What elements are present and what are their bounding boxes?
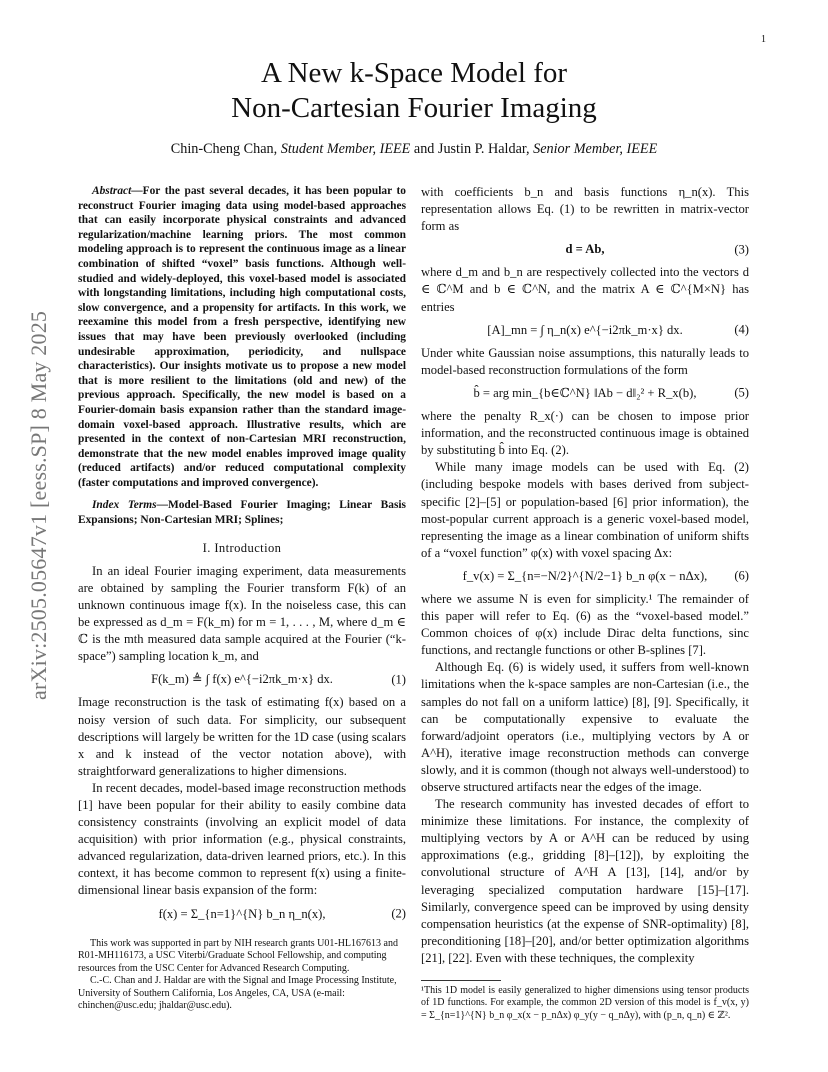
paper-title	[0, 56, 828, 126]
title-line-1: A New k-Space Model for	[260, 57, 568, 89]
right-paragraph-8: The research community has invested decades of effort to minimize these limitations. For instance, the complexity of multiplying vectors by A or A^H can be reduced by using approximations (e.g., gridding [8]–[12]), by exploiting the convolutional structure of A^H A [13], [14], and/or by leveraging specialized computation hardware [15]–[17]. Similarly, convergence speed can be improved by using density compensation heuristics (at the expense of SNR-optimality) [8], preconditioning [18]–[20], and/or better optimization algorithms [21], [22]. Even with these techniques, the complexity	[421, 797, 749, 965]
equation-1	[78, 671, 406, 688]
title-line-2: Non-Cartesian Fourier Imaging	[231, 92, 597, 124]
page-number: 1	[761, 34, 766, 45]
equation-1-number: (1)	[391, 672, 406, 687]
author-line	[0, 141, 828, 158]
equation-6	[421, 568, 749, 585]
right-paragraph-1: with coefficients b_n and basis functions η_n(x). This representation allows Eq. (1) to be rewritten in matrix-vector form as	[421, 185, 749, 234]
equation-6-body: f_v(x) = Σ_{n=−N/2}^{N/2−1} b_n φ(x − nΔx),	[462, 568, 708, 583]
intro-paragraph-1: In an ideal Fourier imaging experiment, data measurements are obtained by sampling the Fourier transform F(k) of an unknown continuous image f(x). In the noiseless case, this can be expressed as d_m = F(k_m) for m = 1, . . . , M, where d_m ∈ ℂ is the mth measured data sample acquired at the Fourier (“k-space”) sampling location k_m, and	[78, 563, 406, 664]
right-footnote-area	[421, 974, 749, 1022]
abstract	[78, 184, 406, 490]
equation-4-body: [A]_mn = ∫ η_n(x) e^{−i2πk_m·x} dx.	[487, 322, 683, 337]
equation-3-number: (3)	[734, 242, 749, 257]
index-terms-label: Index Terms	[92, 499, 157, 512]
equation-3	[421, 241, 749, 258]
abstract-label: Abstract	[92, 185, 132, 197]
funding-footnote: This work was supported in part by NIH research grants U01-HL167613 and R01-MH116173, a USC Viterbi/Graduate School Fellowship, and computing resources from the USC Center for Advanced Research Computing.	[78, 938, 398, 974]
right-paragraph-6: where we assume N is even for simplicity.¹ The remainder of this paper will refer to Eq. (6) as the “voxel-based model.” Common choices of φ(x) include Dirac delta functions, sinc functions, and rectangle functions or other B-splines [7].	[421, 591, 749, 658]
equation-6-number: (6)	[734, 568, 749, 583]
intro-paragraph-2: Image reconstruction is the task of estimating f(x) based on a noisy version of such data. For simplicity, our subsequent descriptions will largely be written for the 1D case (using scalars x and k instead of the vector notation above), with straightforward generalizations to higher dimensions.	[78, 695, 406, 778]
equation-5-number: (5)	[734, 385, 749, 400]
equation-2	[78, 906, 406, 923]
abstract-text: —For the past several decades, it has been popular to reconstruct Fourier imaging data using model-based approaches that can easily incorporate physical constraints and advanced regularization/machine learning priors. The most common modeling approach is to represent the continuous image as a linear combination of shifted “voxel” basis functions. Although well-studied and widely-deployed, this voxel-based model is associated with longstanding limitations, including high computational costs, slow convergence, and a propensity for artifacts. In this work, we reexamine this model from a fresh perspective, identifying new issues that may have been previously overlooked (including undesirable approximation, periodicity, and nullspace characteristics). Our insights motivate us to propose a new model that is more resilient to the limitations (old and new) of the previous approach. Specifically, the new model is based on a Fourier-domain basis expansion rather than the standard image-domain voxel-based approach. Illustrative results, which are presented in the context of non-Cartesian MRI reconstruction, demonstrate that the new model enables improved image quality (reduced artifacts) and/or reduced computational complexity (faster computations and improved convergence).	[78, 185, 406, 489]
right-column	[421, 184, 749, 967]
equation-4-number: (4)	[734, 322, 749, 337]
index-terms-text: —Model-Based Fourier Imaging; Linear Basis Expansions; Non-Cartesian MRI; Splines;	[78, 499, 406, 527]
left-column	[78, 184, 406, 929]
right-paragraph-4: where the penalty R_x(·) can be chosen to impose prior information, and the reconstructed continuous image is obtained by substituting b̂ into Eq. (2).	[421, 409, 749, 458]
equation-3-body: d = Ab,	[565, 242, 605, 257]
equation-2-body: f(x) = Σ_{n=1}^{N} b_n η_n(x),	[158, 906, 326, 921]
right-paragraph-7: Although Eq. (6) is widely used, it suffers from well-known limitations when the k-space samples are non-Cartesian (i.e., the samples do not fall on a uniform lattice) [8], [9]. Specifically, it can be computationally expensive to evaluate the forward/adjoint operators (i.e., multiplying vectors by A or A^H), iterative image reconstruction methods can converge slowly, and it is common (though not always well-understood) to observe structured artifacts near the edges of the image.	[421, 660, 749, 794]
equation-2-number: (2)	[391, 906, 406, 921]
right-paragraph-3: Under white Gaussian noise assumptions, this naturally leads to model-based reconstruction formulations of the form	[421, 345, 749, 377]
author-1-name: Chin-Cheng Chan,	[170, 141, 281, 157]
equation-5	[421, 385, 749, 402]
right-paragraph-2: where d_m and b_n are respectively collected into the vectors d ∈ ℂ^M and b ∈ ℂ^N, and the matrix A ∈ ℂ^{M×N} has entries	[421, 265, 749, 314]
voxel-footnote: ¹This 1D model is easily generalized to higher dimensions using tensor products of 1D functions. For example, the common 2D version of this model is f_v(x, y) = Σ_{n=1}^{N} b_n φ_x(x − p_nΔx) φ_y(y − q_nΔy), with (p_n, q_n) ∈ ℤ².	[421, 985, 749, 1021]
index-terms	[78, 498, 406, 527]
equation-1-body: F(k_m) ≜ ∫ f(x) e^{−i2πk_m·x} dx.	[151, 672, 333, 687]
arxiv-id: arXiv:2505.05647v1 [eess.SP] 8 May 2025	[26, 310, 51, 700]
author-and: and Justin P. Haldar,	[410, 141, 534, 157]
equation-4	[421, 322, 749, 339]
equation-5-body: b̂ = arg min_{b∈ℂ^N} ‖Ab − d‖₂² + R_x(b),	[473, 385, 697, 400]
footnote-rule	[421, 980, 501, 981]
author-1-role: Student Member, IEEE	[280, 141, 411, 157]
author-2-role: Senior Member, IEEE	[533, 141, 658, 157]
arxiv-watermark	[26, 300, 52, 720]
intro-paragraph-3: In recent decades, model-based image reconstruction methods [1] have been popular for their ability to easily combine data consistency constraints (involving an explicit model of data acquisition) with prior information (e.g., physical constraints, advanced regularization, data-driven learned priors, etc.). In this context, it has become common to represent f(x) using a finite-dimensional linear basis expansion of the form:	[78, 780, 406, 898]
right-paragraph-5: While many image models can be used with Eq. (2) (including bespoke models with bases derived from subject-specific [2]–[5] or population-based [6] prior information), the most-popular current approach is a generic voxel-based model, representing the image as a linear combination of uniform shifts of a “voxel function” φ(x) with voxel spacing Δx:	[421, 460, 749, 560]
left-footnotes	[78, 938, 406, 1012]
section-heading: I. Introduction	[202, 540, 282, 555]
affiliation-footnote: C.-C. Chan and J. Haldar are with the Signal and Image Processing Institute, University of Southern California, Los Angeles, CA, USA (e-mail: chinchen@usc.edu; jhaldar@usc.edu).	[78, 975, 397, 1012]
